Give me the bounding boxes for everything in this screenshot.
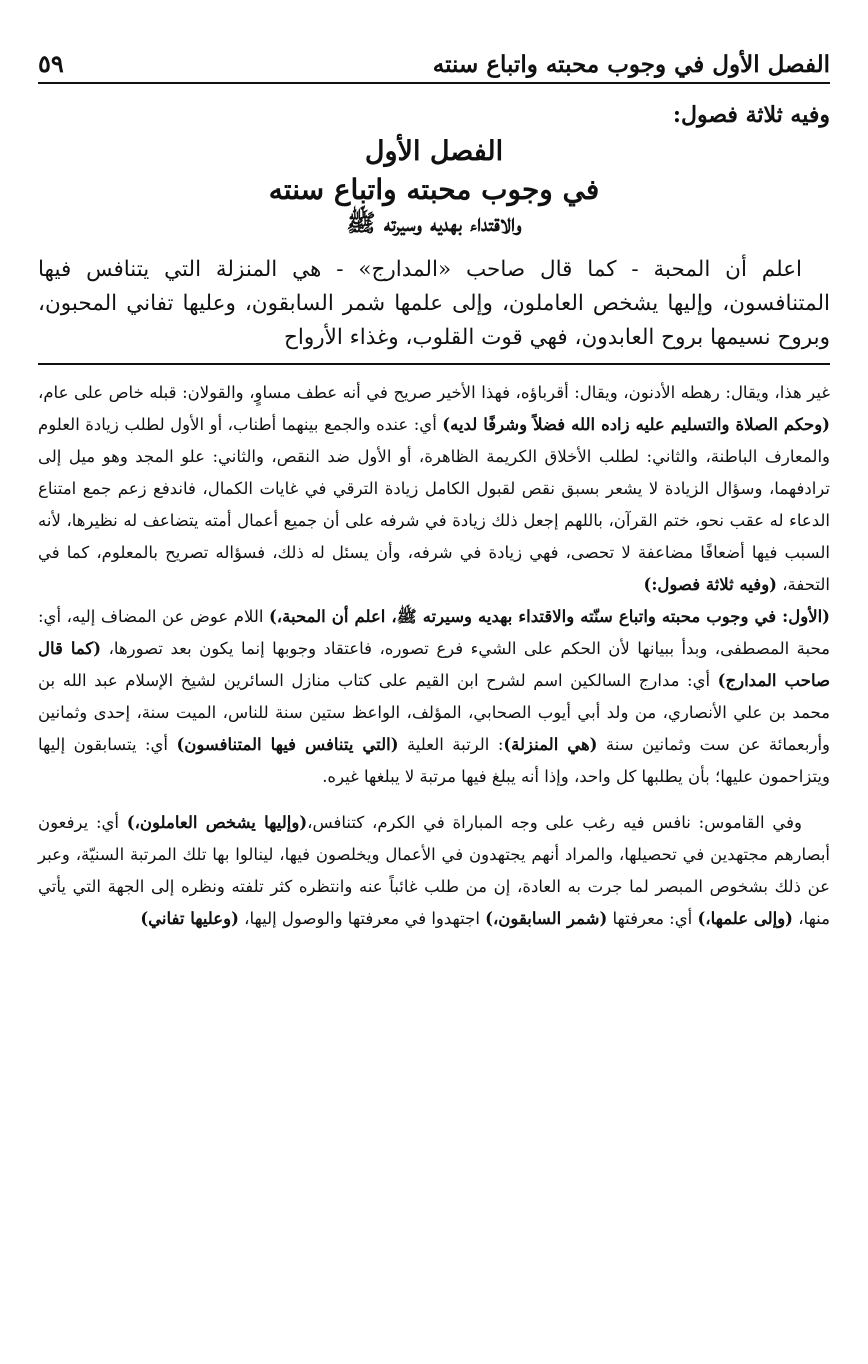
quoted-matn: (هي المنزلة) [503, 735, 598, 754]
quoted-matn: (كما قال صاحب المدارج) [38, 639, 830, 690]
quoted-matn: (وفيه ثلاثة فصول:) [643, 575, 777, 594]
quoted-matn: (وإليها يشخص العاملون،) [126, 813, 308, 832]
quoted-matn: (التي يتنافس فيها المتنافسون) [176, 735, 399, 754]
main-text: اعلم أن المحبة - كما قال صاحب «المدارج» - هي المنزلة التي يتنافس فيها المتنافسون، وإليها يشخص العاملون، وإلى علمها شمر السابقون، وعليها تفاني المحبون، وبروح نسيمها بروح العابدون، فهي قوت القلوب، وغذاء الأرواح [38, 257, 830, 350]
commentary-text: وفي القاموس: نافس فيه رغب على وجه المباراة في الكرم، كتنافس، [307, 813, 803, 832]
commentary-text: أي: يتسابقون إليها ويتزاحمون عليها؛ بأن يطلبها كل واحد، وإذا أنه يبلغ فيها مرتبة لا يبلغها غيره. [38, 735, 830, 786]
quoted-matn: (الأول: في وجوب محبته واتباع سنّته والاقتداء بهديه وسيرته ﷺ، اعلم أن المحبة،) [268, 607, 830, 626]
running-head: الفصل الأول في وجوب محبته واتباع سنته [432, 51, 830, 78]
quoted-matn: (شمر السابقون،) [485, 909, 608, 928]
commentary-text: أي: يرفعون أبصارهم مجتهدين في تحصيلها، والمراد أنهم يجتهدون في الأعمال ويخلصون فيها، لينالوا بها تلك المرتبة السنيّة، وعبر عن ذلك بشخوص المبصر لما جرت به العادة، إن من طلب غائباً عنه وانتظره كثر تلفته ونظره إلى الجهة التي يأتي منها، [38, 813, 830, 928]
quoted-matn: (وإلى علمها،) [697, 909, 793, 928]
commentary-text: أي: مدارج السالكين اسم لشرح ابن القيم على كتاب منازل السائرين لشيخ الإسلام عبد الله بن محمد بن علي الأنصاري، من ولد أبي أيوب الصحابي، المؤلف، الواعظ ستين سنة للناس، الميت سنة، إحدى وثمانين وأربعمائة عن ست وثمانين سنة [38, 671, 831, 754]
commentary-text: أي: عنده والجمع بينهما أطناب، أو الأول لطلب زيادة العلوم والمعارف الباطنة، والثاني: لطلب الأخلاق الكريمة الظاهرة، أو الأول ضد النقص، والثاني: علو المجد وهو ميل إلى ترادفهما، وسؤال الزيادة لا يشعر بسبق نقص لقبول الكامل زيادة الترقي في غايات الكمال، فاندفع زعم جمع امتناع الدعاء له عقب نحو، ختم القرآن، باللهم إجعل ذلك زيادة في شرفه على أن جميع أعمال أمته يتضاعف له نظيرها، لأنه السبب فيها أضعافًا مضاعفة لا تحصى، فهي زيادة في شرفه، وأن يسئل له ذلك، فسؤاله تصريح بالمعلوم، كما في التحفة، [38, 415, 830, 594]
commentary-paragraph-2 [38, 601, 830, 793]
quoted-matn: (وعليها تفاني) [140, 909, 239, 928]
text-divider [38, 363, 830, 365]
commentary-text: أي: معرفتها [607, 909, 698, 928]
page-number: ٥٩ [38, 49, 64, 78]
commentary-paragraph-1 [38, 377, 830, 601]
intro-line: وفيه ثلاثة فصول: [672, 102, 830, 128]
commentary-text: اجتهدوا في معرفتها والوصول إليها، [238, 909, 486, 928]
chapter-label: الفصل الأول [364, 136, 504, 167]
commentary-text: غير هذا، ويقال: رهطه الأدنون، ويقال: أقرباؤه، فهذا الأخير صريح في أنه عطف مساوٍ، والقولان: قبله خاص على عام، [38, 383, 830, 402]
quoted-matn: (وحكم الصلاة والتسليم عليه زاده الله فضلاً وشرفًا لديه) [442, 415, 830, 434]
commentary-paragraph-3 [38, 807, 830, 935]
commentary [38, 377, 830, 935]
chapter-title: في وجوب محبته واتباع سنته [268, 173, 600, 206]
commentary-text: : الرتبة العلية [398, 735, 504, 754]
commentary-text: اللام عوض عن المضاف إليه، أي: محبة المصطفى، وبدأ ببيانها لأن الحكم على الشيء فرع تصوره، فاعتقاد وجوبها إنما يكون بعد تصورها، [38, 607, 830, 658]
book-page [38, 36, 830, 935]
page-header [38, 36, 830, 84]
chapter-subtitle: والاقتداء بهديه وسيرته ﷺ [346, 208, 522, 237]
